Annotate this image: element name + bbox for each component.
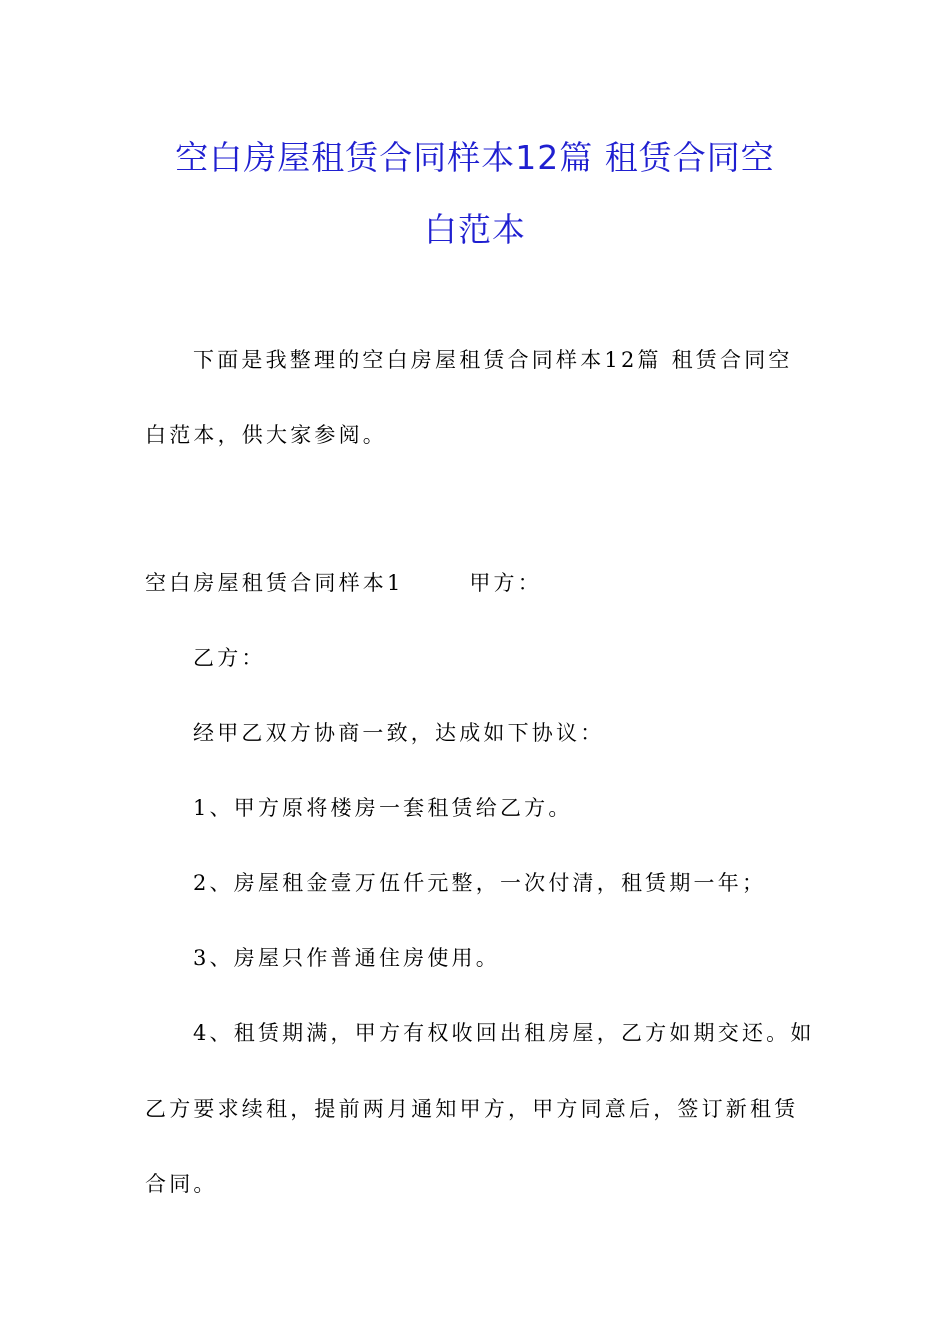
document-title-line-1: 空白房屋租赁合同样本12篇 租赁合同空 — [175, 138, 775, 177]
intro-line-2: 白范本，供大家参阅。 — [145, 423, 387, 447]
clause-4-line-1: 4、租赁期满，甲方有权收回出租房屋，乙方如期交还。如 — [193, 1021, 815, 1045]
agreement-statement: 经甲乙双方协商一致，达成如下协议： — [193, 721, 605, 745]
sample-heading: 空白房屋租赁合同样本1 — [145, 571, 404, 595]
clause-3: 3、房屋只作普通住房使用。 — [193, 946, 500, 970]
clause-1: 1、甲方原将楼房一套租赁给乙方。 — [193, 796, 573, 820]
clause-2: 2、房屋租金壹万伍仟元整，一次付清，租赁期一年； — [193, 871, 767, 895]
sample-heading-row — [145, 568, 542, 598]
clause-4-line-2: 乙方要求续租，提前两月通知甲方，甲方同意后，签订新租赁 — [145, 1097, 799, 1121]
party-a-label: 甲方： — [469, 571, 542, 595]
intro-line-1: 下面是我整理的空白房屋租赁合同样本12篇 租赁合同空 — [193, 348, 793, 372]
document-title-line-2: 白范本 — [424, 210, 526, 249]
clause-4-line-3: 合同。 — [145, 1172, 218, 1196]
party-b-label: 乙方： — [193, 646, 266, 670]
